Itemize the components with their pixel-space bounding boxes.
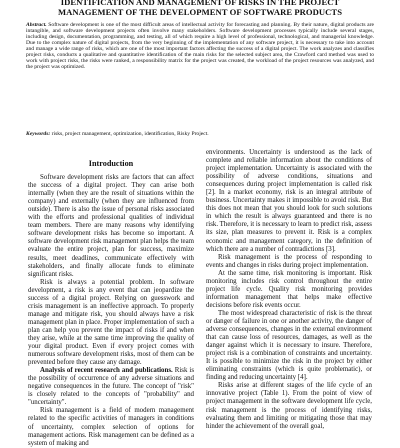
paragraph: Risks arise at different stages of the life cycle of an innovative project (Table 1). From the point of view of project management in the software development life cycle, risk management is the process of identifying risks, evaluating them and limiting or mitigating those that may hinder the achievement of the overall goal,	[206, 382, 372, 430]
right-column	[206, 149, 372, 431]
paragraph: At the same time, risk monitoring is important. Risk monitoring includes risk control throughout the entire project life cycle. Quality risk monitoring provides information management that helps make effective decisions before risk events occur.	[206, 269, 372, 309]
keywords-label: Keywords:	[26, 131, 51, 137]
paragraph: environments. Uncertainty is understood as the lack of complete and reliable information about the conditions of project implementation. Uncertainty is associated with the possibility of adverse conditions, situations and consequences during project implementation is called risk [2]. In a market economy, risk is an integral attribute of business. Uncertainty makes it impossible to avoid risk. But this does not mean that you should look for such solutions in which the result is always guaranteed and there is no risk. Therefore, it is necessary to learn to predict risk, assess its size, plan measures to prevent it. Risk is a complex economic and management category, in the definition of which there are a number of contradictions [3].	[206, 149, 372, 253]
subsection-heading: Analysis of recent research and publications.	[40, 367, 173, 375]
paragraph: Risk management is the process of responding to events and changes in risks during project implementation.	[206, 253, 372, 269]
paragraph: Software development risks are factors that can affect the success of a digital project. They can arise both internally (when they are the result of situations within the company) and externally (when they are influenced from outside). There is also the issue of personal risks associated with the efforts and professional qualities of individual team members. There are many reasons why identifying software development risks has become so important. A software development risk management plan helps the team evaluate the entire project, plan for success, maximize results, meet deadlines, communicate effectively with stakeholders, and finally allocate funds to eliminate significant risks.	[28, 174, 194, 278]
paragraph	[28, 367, 194, 407]
abstract-text: Software development is one of the most difficult areas of intellectual activity for forecasting and planning. By their nature, digital products are intangible, and software development projects often involve many stakeholders. Software development processes typically include several stages, including design, documentation, programming, and testing, all of which require a high level of professional, technological, and managerial knowledge. Due to the complex nature of digital projects, from the very beginning of the implementation of any software project, it is necessary to take into account and manage a wide range of risks, which are one of the most important factors affecting the success of a digital project. The work analyzes and classifies project risks, conducts a qualitative and quantitative identification of the main risks for the selected subject area, the Crawford card method was used to work with project risks, the risks were ranked, a responsibility matrix for the project was created, the workload of the project resources was analyzed, and the project was optimized.	[26, 22, 374, 71]
paragraph-text: Risk is the possibility of occurrence of any adverse situations and negative consequences in the future. The concept of "risk" is closely related to the concepts of "probability" and "uncertainty".	[28, 367, 195, 407]
paragraph: The most widespread characteristic of risk is the threat or danger of failure in one or another activity, the danger of adverse consequences, changes in the external environment that can cause loss of resources, damages, as well as the danger against which it is necessary to insure. Therefore, project risk is a combination of constraints and uncertainty. It is possible to minimize the risk in the project by either eliminating constraints (which is quite problematic), or finding and reducing uncertainty [4].	[206, 309, 372, 382]
paragraph: Risk management is a field of modern management related to the specific activities of managers in conditions of uncertainty, complex selection of options for management actions. Risk management can be defined as a system of making and	[28, 407, 194, 447]
paragraph: Risk is always a potential problem. In software development, a risk is any event that can jeopardize the success of a digital project. Relying on guesswork and crisis management is an ineffective approach. To properly manage and mitigate risk, you should always have a risk management plan in place. Proper implementation of such a plan can help you prevent the impact of risks if and when they arise, while at the same time improving the quality of your digital product. Even if every project comes with numerous software development risks, most of them can be prevented before they cause any damage.	[28, 278, 194, 367]
abstract-label: Abstract.	[26, 22, 47, 28]
abstract	[26, 22, 374, 70]
keywords-text: risks, project management, optimization, identification, Risky Project.	[50, 131, 209, 137]
paper-title: IDENTIFICATION AND MANAGEMENT OF RISKS IN THE PROJECT MANAGEMENT OF THE DEVELOPMENT OF SOFTWARE PRODUCTS	[57, 0, 343, 17]
left-column	[28, 152, 194, 448]
keywords	[26, 131, 374, 137]
section-heading-introduction: Introduction	[88, 159, 134, 168]
